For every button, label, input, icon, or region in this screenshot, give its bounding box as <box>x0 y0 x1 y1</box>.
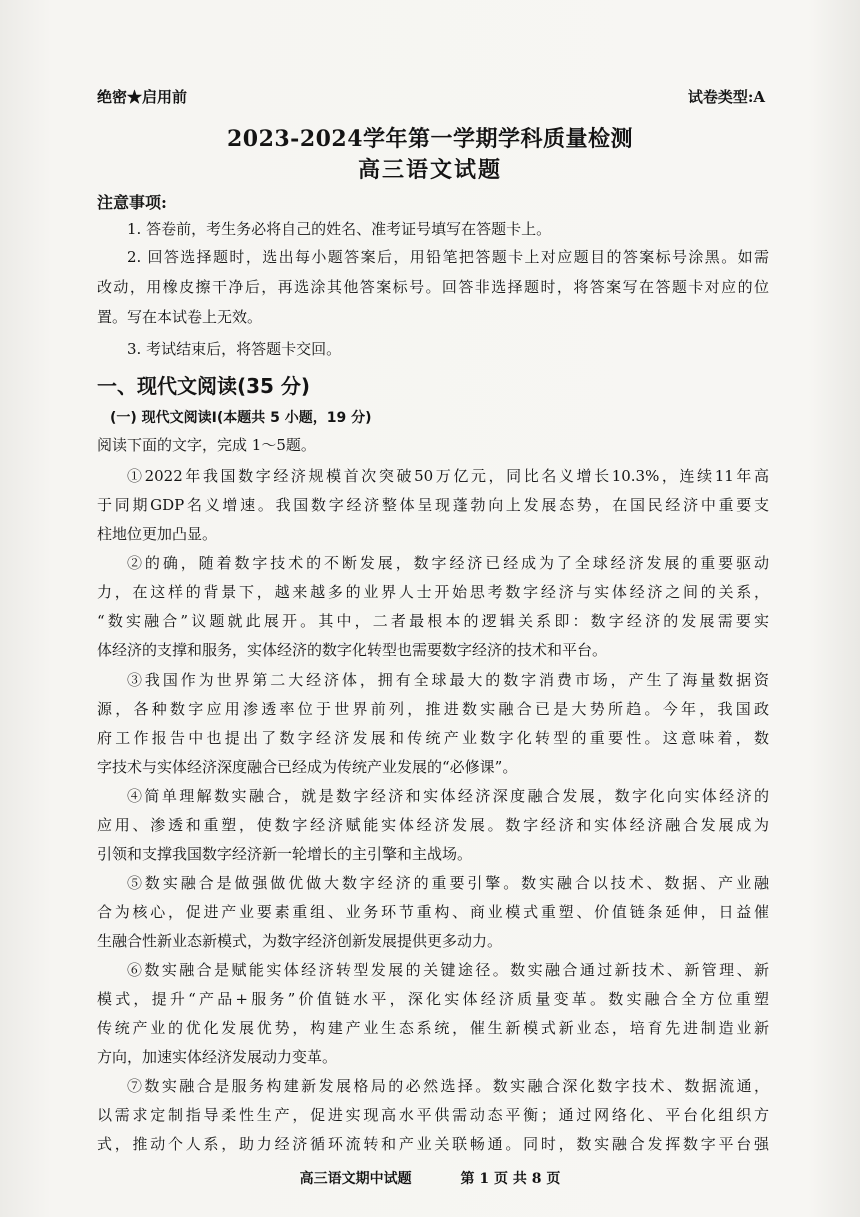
reading-instruction: 阅读下面的文字，完成 1～5题。 <box>97 436 316 454</box>
passage-line: 于同期GDP名义增速。我国数字经济整体呈现蓬勃向上发展态势，在国民经济中重要支 <box>97 496 769 514</box>
passage-line: 源，各种数字应用渗透率位于世界前列，推进数实融合已是大势所趋。今年，我国政 <box>97 700 769 718</box>
passage-line: 生融合性新业态新模式，为数字经济创新发展提供更多动力。 <box>97 932 503 950</box>
passage-line: ⑥数实融合是赋能实体经济转型发展的关键途径。数实融合通过新技术、新管理、新 <box>127 961 769 979</box>
confidential-label: 绝密★启用前 <box>97 88 188 106</box>
page-footer <box>0 1168 860 1188</box>
passage-line: 模式，提升“产品+服务”价值链水平，深化实体经济质量变革。数实融合全方位重塑 <box>97 990 769 1008</box>
passage-line: ⑦数实融合是服务构建新发展格局的必然选择。数实融合深化数字技术、数据流通， <box>127 1077 769 1095</box>
notice-line: 改动，用橡皮擦干净后，再选涂其他答案标号。回答非选择题时，将答案写在答题卡对应的位 <box>97 278 769 296</box>
notice-line: 3. 考试结束后，将答题卡交回。 <box>127 340 342 358</box>
passage-line: 合为核心，促进产业要素重组、业务环节重构、商业模式重塑、价值链条延伸，日益催 <box>97 903 769 921</box>
passage-line: 传统产业的优化发展优势，构建产业生态系统，催生新模式新业态，培育先进制造业新 <box>97 1019 769 1037</box>
subsection-heading: (一) 现代文阅读Ⅰ(本题共 5 小题，19 分) <box>110 410 372 426</box>
passage-line: ③我国作为世界第二大经济体，拥有全球最大的数字消费市场，产生了海量数据资 <box>127 671 769 689</box>
passage-line: 府工作报告中也提出了数字经济发展和传统产业数字化转型的重要性。这意味着，数 <box>97 729 769 747</box>
passage-line: ④简单理解数实融合，就是数字经济和实体经济深度融合发展，数字化向实体经济的 <box>127 787 769 805</box>
passage-line: 方向，加速实体经济发展动力变革。 <box>97 1048 338 1066</box>
paper-type-label: 试卷类型:A <box>687 88 765 106</box>
page-number: 第 1 页 共 8 页 <box>460 1171 561 1187</box>
passage-line: 体经济的支撑和服务，实体经济的数字化转型也需要数字经济的技术和平台。 <box>97 641 608 659</box>
passage-line: ①2022年我国数字经济规模首次突破50万亿元，同比名义增长10.3%，连续11年高 <box>127 467 769 485</box>
passage-line: 字技术与实体经济深度融合已经成为传统产业发展的“必修课”。 <box>97 758 518 776</box>
passage-line: 以需求定制指导柔性生产，促进实现高水平供需动态平衡；通过网络化、平台化组织方 <box>97 1106 769 1124</box>
notice-heading: 注意事项: <box>97 193 167 212</box>
footer-exam-name: 高三语文期中试题 <box>299 1171 412 1187</box>
passage-line: “数实融合”议题就此展开。其中，二者最根本的逻辑关系即：数字经济的发展需要实 <box>97 612 769 630</box>
notice-line: 置。写在本试卷上无效。 <box>97 308 263 326</box>
passage-line: 力，在这样的背景下，越来越多的业界人士开始思考数字经济与实体经济之间的关系， <box>97 583 769 601</box>
notice-line: 2. 回答选择题时，选出每小题答案后，用铅笔把答题卡上对应题目的答案标号涂黑。如需 <box>127 248 769 266</box>
section-heading: 一、现代文阅读(35 分) <box>97 374 311 398</box>
passage-line: 应用、渗透和重塑，使数字经济赋能实体经济发展。数字经济和实体经济融合发展成为 <box>97 816 769 834</box>
notice-line: 1. 答卷前，考生务必将自己的姓名、准考证号填写在答题卡上。 <box>127 220 552 238</box>
passage-line: 柱地位更加凸显。 <box>97 525 218 543</box>
exam-title: 2023-2024学年第一学期学科质量检测 <box>226 126 634 152</box>
exam-subtitle: 高三语文试题 <box>357 157 502 183</box>
passage-line: ②的确，随着数字技术的不断发展，数字经济已经成为了全球经济发展的重要驱动 <box>127 554 769 572</box>
passage-line: 引领和支撑我国数字经济新一轮增长的主引擎和主战场。 <box>97 845 473 863</box>
passage-line: 式，推动个人系，助力经济循环流转和产业关联畅通。同时，数实融合发挥数字平台强 <box>97 1135 769 1153</box>
passage-line: ⑤数实融合是做强做优做大数字经济的重要引擎。数实融合以技术、数据、产业融 <box>127 874 769 892</box>
